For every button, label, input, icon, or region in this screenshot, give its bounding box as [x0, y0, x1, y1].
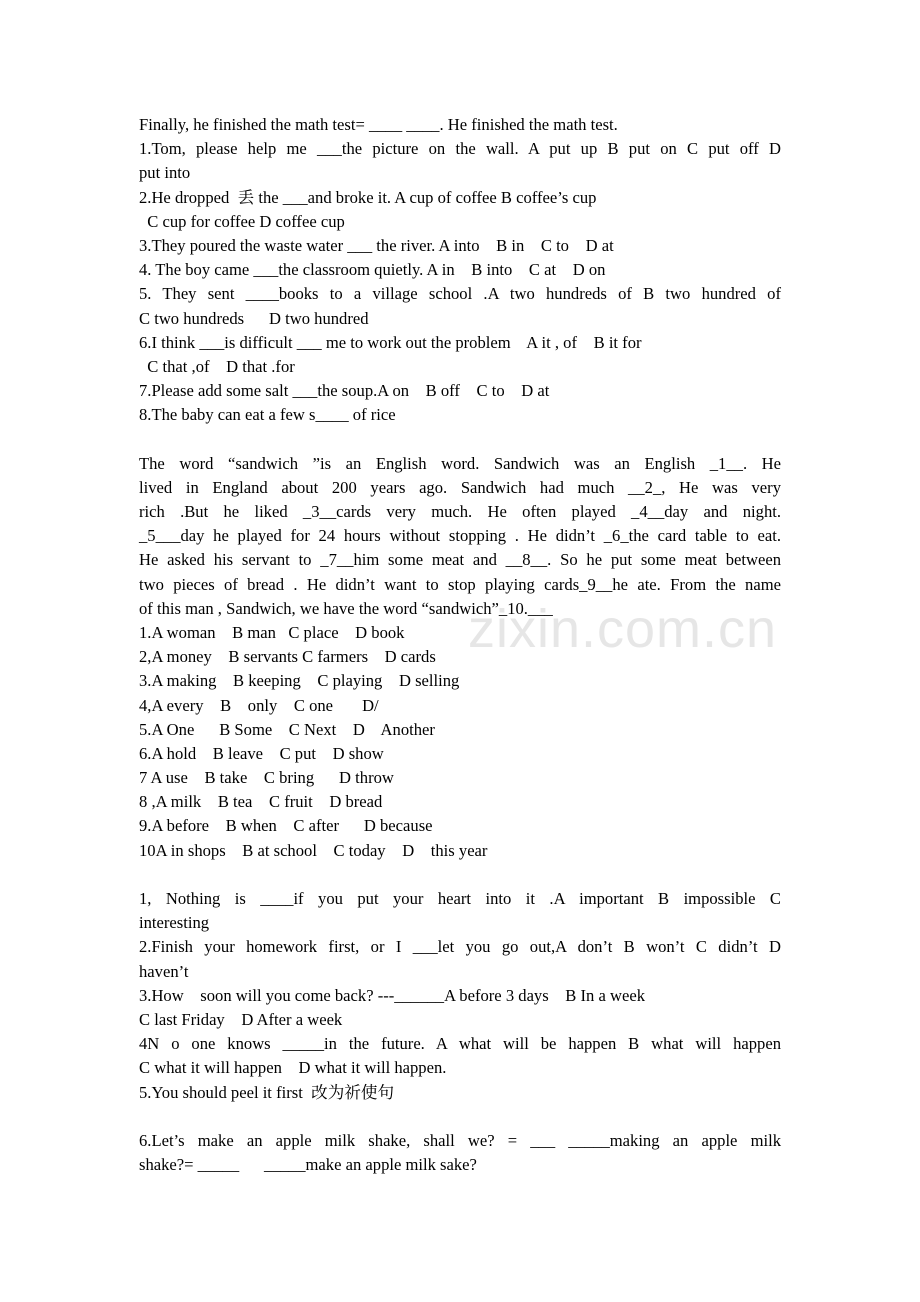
text-line: 5. They sent ____books to a village school .A two hundreds of B two hundred of — [139, 284, 781, 304]
text-line: 5.You should peel it first 改为祈使句 — [139, 1082, 395, 1102]
text-line: C two hundreds D two hundred — [139, 308, 369, 328]
text-line: 3.A making B keeping C playing D selling — [139, 671, 460, 691]
text-line: 2,A money B servants C farmers D cards — [139, 647, 436, 667]
text-line: 7 A use B take C bring D throw — [139, 768, 394, 788]
text-line: rich .But he liked _3__cards very much. He often played _4__day and night. — [139, 502, 781, 521]
text-line: put into — [139, 163, 191, 183]
text-line: 1.A woman B man C place D book — [139, 622, 405, 642]
text-line: C cup for coffee D coffee cup — [139, 211, 345, 231]
blank-line — [139, 427, 781, 451]
text-line: 8.The baby can eat a few s____ of rice — [139, 405, 396, 425]
text-line: C last Friday D After a week — [139, 1009, 343, 1029]
text-line: 4,A every B only C one D/ — [139, 695, 379, 715]
text-line: 5.A One B Some C Next D Another — [139, 719, 435, 739]
text-line: two pieces of bread . He didn’t want to stop playing cards_9__he ate. From the name — [139, 574, 781, 594]
document-body — [139, 113, 781, 1177]
text-line: 8 ,A milk B tea C fruit D bread — [139, 792, 383, 812]
text-line: interesting — [139, 913, 210, 933]
text-line: 2.He dropped 丢 the ___and broke it. A cup of coffee B coffee’s cup — [139, 187, 597, 207]
text-line: haven’t — [139, 961, 189, 981]
blank-line — [139, 863, 781, 887]
text-line: 4. The boy came ___the classroom quietly. A in B into C at D on — [139, 260, 606, 280]
text-line: The word “sandwich ”is an English word. Sandwich was an English _1__. He — [139, 453, 781, 473]
text-line: 7.Please add some salt ___the soup.A on B off C to D at — [139, 381, 550, 401]
text-line: C that ,of D that .for — [139, 356, 295, 376]
blank-line — [139, 1105, 781, 1129]
text-line: C what it will happen D what it will happen. — [139, 1058, 447, 1078]
text-line: 6.A hold B leave C put D show — [139, 743, 384, 763]
text-line: shake?= _____ _____make an apple milk sake? — [139, 1155, 477, 1175]
text-line: 3.How soon will you come back? ---______A before 3 days B In a week — [139, 985, 645, 1005]
text-line: 2.Finish your homework first, or I ___let you go out,A don’t B won’t C didn’t D — [139, 937, 781, 957]
text-line: 1, Nothing is ____if you put your heart into it .A important B impossible C — [139, 889, 781, 908]
text-line: _5___day he played for 24 hours without stopping . He didn’t _6_the card table to eat. — [139, 526, 781, 546]
text-line: He asked his servant to _7__him some meat and __8__. So he put some meat between — [139, 550, 781, 570]
text-line: lived in England about 200 years ago. Sandwich had much __2_, He was very — [139, 477, 781, 497]
text-line: 6.Let’s make an apple milk shake, shall we? = ___ _____making an apple milk — [139, 1130, 781, 1150]
text-line: 9.A before B when C after D because — [139, 816, 433, 836]
text-line: 1.Tom, please help me ___the picture on the wall. A put up B put on C put off D — [139, 139, 781, 159]
text-line: 3.They poured the waste water ___ the river. A into B in C to D at — [139, 235, 614, 255]
text-line: 4N o one knows _____in the future. A what will be happen B what will happen — [139, 1034, 781, 1054]
text-line: 6.I think ___is difficult ___ me to work out the problem A it , of B it for — [139, 332, 642, 352]
watermark: zixin.com.cn — [468, 599, 778, 659]
text-line: of this man , Sandwich, we have the word “sandwich”_10.___ — [139, 598, 553, 618]
text-line: Finally, he finished the math test= ____ ____. He finished the math test. — [139, 115, 618, 134]
text-line: 10A in shops B at school C today D this year — [139, 840, 488, 860]
